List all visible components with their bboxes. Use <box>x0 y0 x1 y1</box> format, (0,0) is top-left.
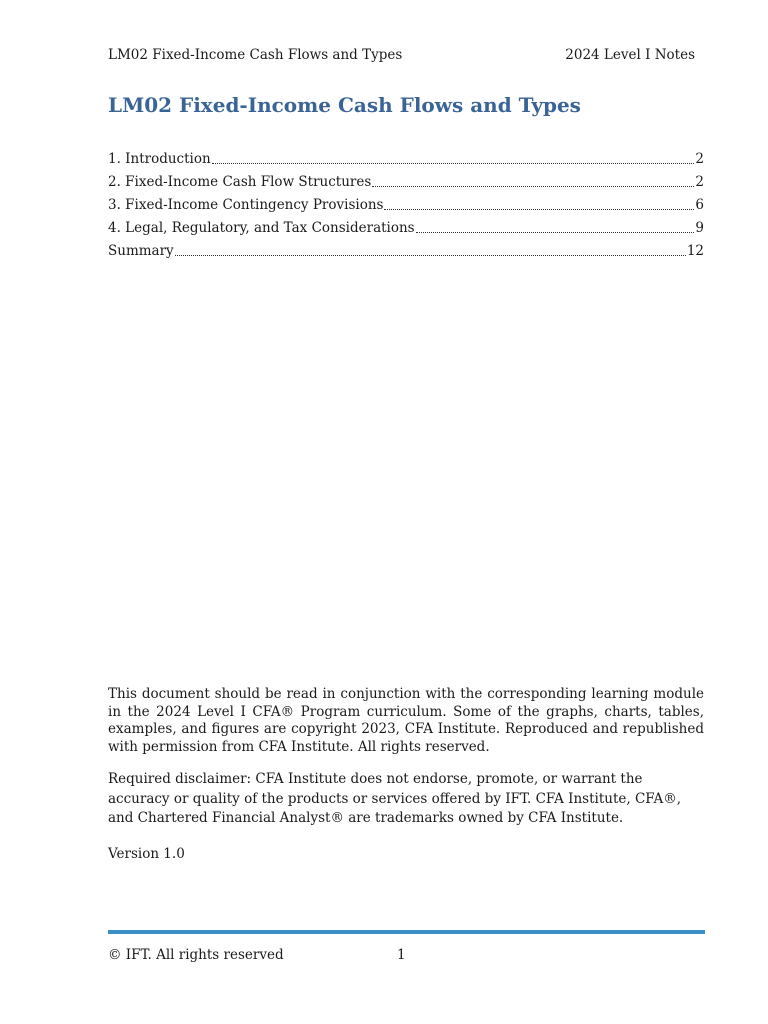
toc-entry-page: 2 <box>695 151 704 167</box>
required-disclaimer: Required disclaimer: CFA Institute does not endorse, promote, or warrant the accuracy or quality of the products or services offered by IFT. CFA Institute, CFA®, and Chartered Financial Analyst® are trademarks owned by CFA Institute. <box>108 771 682 826</box>
footer-page-number: 1 <box>397 947 406 963</box>
toc-entry-page: 2 <box>695 174 704 190</box>
toc-leader-dots <box>175 242 686 256</box>
toc-entry-page: 12 <box>686 243 704 259</box>
footer-rule <box>108 930 705 934</box>
toc-entry-label: Summary <box>108 243 174 259</box>
toc-entry-label: 3. Fixed-Income Contingency Provisions <box>108 197 384 213</box>
version-label: Version 1.0 <box>108 846 185 862</box>
toc-entry[interactable] <box>108 219 704 242</box>
copyright-notice <box>108 686 704 772</box>
toc-leader-dots <box>384 196 694 210</box>
copyright-notice-text: This document should be read in conjunction with the corresponding learning module in the 2024 Level I CFA® Program curriculum. Some of the graphs, charts, tables, examples, and figures are copyright 2023, CFA Institute. Reproduced and republished with permission from CFA Institute. All rights reserved. <box>108 686 704 755</box>
running-header-edition: 2024 Level I Notes <box>565 47 695 63</box>
toc-entry[interactable] <box>108 150 704 173</box>
toc-entry[interactable] <box>108 242 704 265</box>
toc-entry[interactable] <box>108 173 704 196</box>
toc-entry[interactable] <box>108 196 704 219</box>
toc-leader-dots <box>372 173 694 187</box>
toc-entry-page: 6 <box>695 197 704 213</box>
toc-entry-page: 9 <box>695 220 704 236</box>
footer-copyright: © IFT. All rights reserved <box>108 947 284 963</box>
toc-leader-dots <box>416 219 695 233</box>
running-header-title: LM02 Fixed-Income Cash Flows and Types <box>108 47 403 63</box>
table-of-contents <box>108 150 704 265</box>
toc-entry-label: 1. Introduction <box>108 151 211 167</box>
toc-entry-label: 4. Legal, Regulatory, and Tax Considerations <box>108 220 415 236</box>
toc-leader-dots <box>212 150 695 164</box>
toc-entry-label: 2. Fixed-Income Cash Flow Structures <box>108 174 372 190</box>
document-title: LM02 Fixed-Income Cash Flows and Types <box>108 93 581 117</box>
